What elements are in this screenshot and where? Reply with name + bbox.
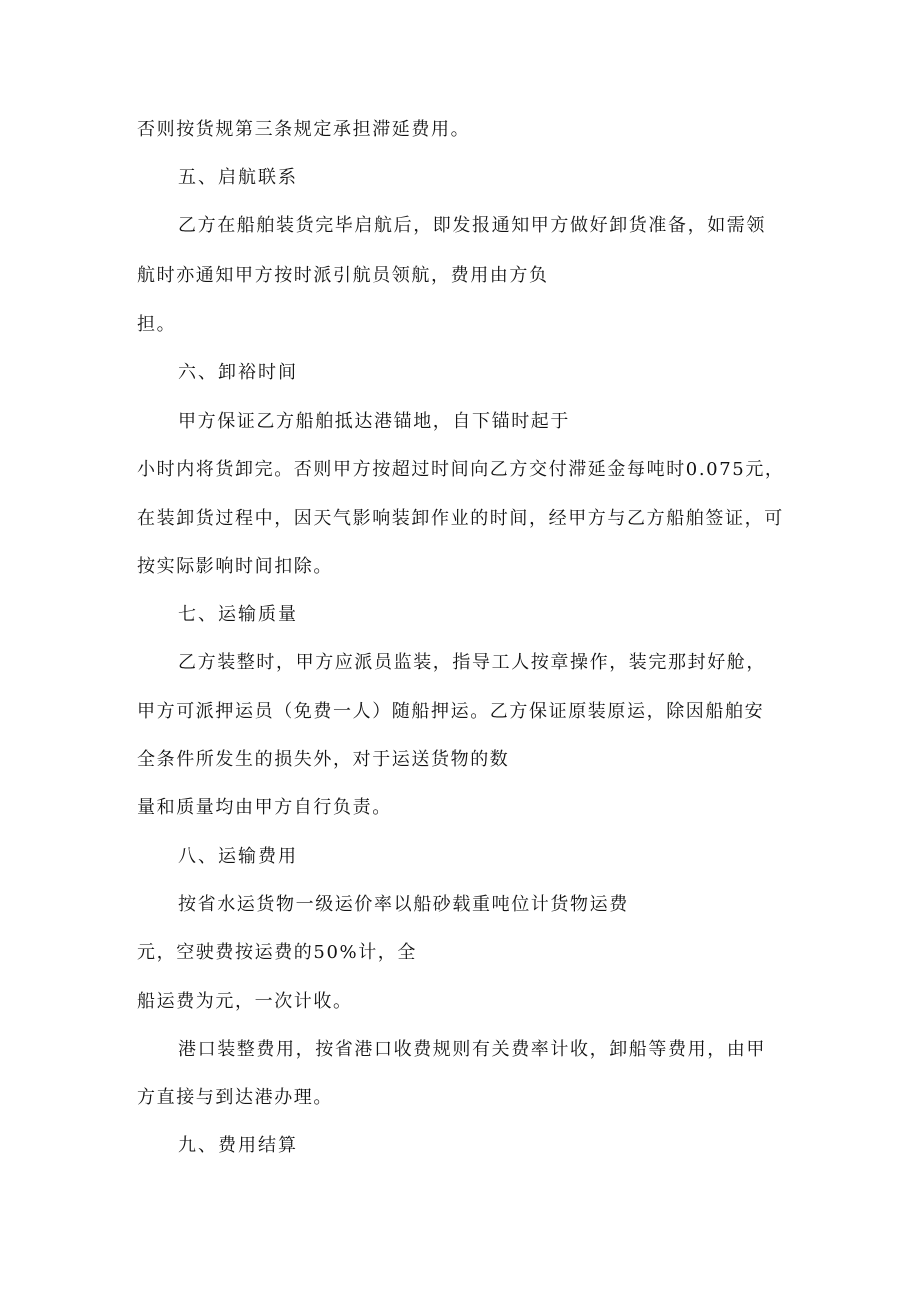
paragraph-line: 在装卸货过程中，因天气影响装卸作业的时间，经甲方与乙方船舶签证，可 bbox=[137, 508, 784, 529]
section-heading: 七、运输质量 bbox=[178, 604, 298, 625]
section-heading: 五、启航联系 bbox=[178, 167, 298, 188]
paragraph-line: 按实际影响时间扣除。 bbox=[137, 556, 333, 577]
paragraph-line: 全条件所发生的损失外，对于运送货物的数 bbox=[137, 749, 510, 770]
paragraph-line: 方直接与到达港办理。 bbox=[137, 1087, 333, 1108]
paragraph-line: 否则按货规第三条规定承担滞延费用。 bbox=[137, 119, 471, 140]
paragraph-line: 按省水运货物一级运价率以船砂载重吨位计货物运费 bbox=[178, 894, 629, 915]
paragraph-line: 甲方保证乙方船舶抵达港锚地，自下锚时起于 bbox=[178, 411, 570, 432]
section-heading: 八、运输费用 bbox=[178, 846, 298, 867]
paragraph-line: 担。 bbox=[137, 314, 177, 335]
section-heading: 六、卸裕时间 bbox=[178, 362, 298, 383]
paragraph-line: 航时亦通知甲方按时派引航员领航，费用由方负 bbox=[137, 265, 549, 286]
paragraph-line: 港口装整费用，按省港口收费规则有关费率计收，卸船等费用，由甲 bbox=[178, 1039, 766, 1060]
paragraph-line: 元，空驶费按运费的50%计，全 bbox=[137, 942, 418, 963]
paragraph-line: 乙方在船舶装货完毕启航后，即发报通知甲方做好卸货准备，如需领 bbox=[178, 215, 766, 236]
paragraph-line: 量和质量均由甲方自行负责。 bbox=[137, 797, 392, 818]
paragraph-line: 船运费为元，一次计收。 bbox=[137, 991, 353, 1012]
paragraph-line: 甲方可派押运员（免费一人）随船押运。乙方保证原装原运，除因船舶安 bbox=[137, 701, 765, 722]
paragraph-line: 小时内将货卸完。否则甲方按超过时间向乙方交付滞延金每吨时0.075元， bbox=[137, 459, 785, 480]
paragraph-line: 乙方装整时，甲方应派员监装，指导工人按章操作，装完那封好舱， bbox=[178, 652, 766, 673]
section-heading: 九、费用结算 bbox=[178, 1135, 298, 1156]
